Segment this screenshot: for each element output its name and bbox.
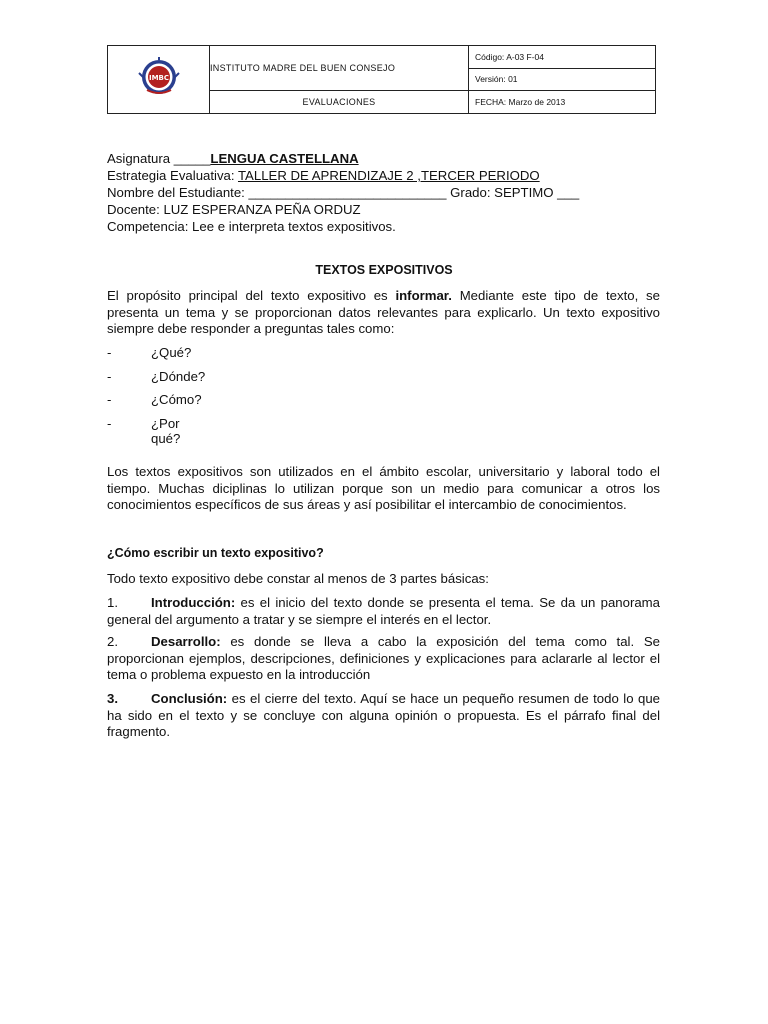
codigo-cell: Código: A-03 F-04 — [469, 46, 656, 69]
numbered-item-conclusion — [107, 691, 660, 741]
institute-name: INSTITUTO MADRE DEL BUEN CONSEJO — [210, 46, 469, 91]
asignatura-line — [107, 150, 579, 167]
lead-paragraph: Todo texto expositivo debe constar al menos de 3 partes básicas: — [107, 571, 489, 586]
item-text: es el inicio del texto donde se presenta el tema. Se da un panorama general del argumento a tratar y se siempre el interés en el lector. — [107, 595, 660, 627]
bullet-text: ¿Dónde? — [151, 368, 206, 384]
item-text: es donde se lleva a cabo la exposición del tema como tal. Se proporcionan ejemplos, descripciones, definiciones y explicaciones para aclararle al lector el tema o problema expuesto en la introducción — [107, 634, 660, 682]
competencia-line: Competencia: Lee e interpreta textos expositivos. — [107, 219, 396, 234]
estrategia-line — [107, 167, 579, 184]
logo-text: IMBC — [148, 74, 169, 82]
item-term: Conclusión: — [151, 691, 228, 706]
usage-paragraph: Los textos expositivos son utilizados en el ámbito escolar, universitario y laboral todo el tiempo. Muchas diciplinas lo utilizan porque son un medio para comunicar a otros los conocimientos específicos de sus áreas y así posibilitar el intercambio de conocimientos. — [107, 464, 660, 512]
bullet-text: ¿Cómo? — [151, 392, 202, 408]
asignatura-value: LENGUA CASTELLANA — [210, 151, 359, 166]
version-cell: Versión: 01 — [469, 68, 656, 91]
item-term: Desarrollo: — [151, 634, 221, 649]
fecha-cell: FECHA: Marzo de 2013 — [469, 91, 656, 114]
page-title: TEXTOS EXPOSITIVOS — [315, 263, 453, 277]
bullet-text: ¿Qué? — [151, 345, 192, 360]
intro-text-after: Mediante este tipo de texto, se presenta un tema y se proporcionan datos relevantes para explicarlo. Un texto expositivo siempre debe responder a preguntas tales como: — [107, 288, 660, 336]
intro-bold: informar. — [395, 288, 452, 303]
bullet-dash: - — [107, 392, 112, 408]
intro-paragraph — [107, 288, 660, 338]
numbered-item-introduccion — [107, 595, 660, 628]
bullet-text: ¿Por qué? — [151, 416, 181, 447]
estrategia-label: Estrategia Evaluativa: — [107, 168, 238, 183]
item-term: Introducción: — [151, 595, 236, 610]
item-number: 3. — [107, 691, 118, 706]
bullet-dash: - — [107, 368, 112, 384]
asignatura-label: Asignatura _____ — [107, 151, 211, 166]
item-text: es el cierre del texto. Aquí se hace un pequeño resumen de todo lo que ha sido en el texto y se concluye con alguna opinión o propuesta. Es el párrafo final del fragmento. — [107, 691, 660, 739]
bullet-dash: - — [107, 345, 112, 360]
nombre-line: Nombre del Estudiante: ___________________________ Grado: SEPTIMO ___ — [107, 185, 580, 200]
intro-text-before: El propósito principal del texto expositivo es — [107, 288, 396, 303]
school-crest-logo — [137, 57, 181, 97]
logo-cell — [108, 46, 210, 114]
numbered-item-desarrollo — [107, 634, 660, 684]
item-number: 2. — [107, 634, 118, 649]
student-info — [107, 150, 579, 235]
estrategia-value: TALLER DE APRENDIZAJE 2 ,TERCER PERIODO — [237, 168, 540, 183]
document-header — [107, 45, 656, 114]
section-name: EVALUACIONES — [210, 91, 469, 114]
section-subheading: ¿Cómo escribir un texto expositivo? — [107, 546, 324, 560]
bullet-dash: - — [107, 416, 112, 432]
item-number: 1. — [107, 595, 118, 610]
docente-line: Docente: LUZ ESPERANZA PEÑA ORDUZ — [107, 202, 361, 217]
